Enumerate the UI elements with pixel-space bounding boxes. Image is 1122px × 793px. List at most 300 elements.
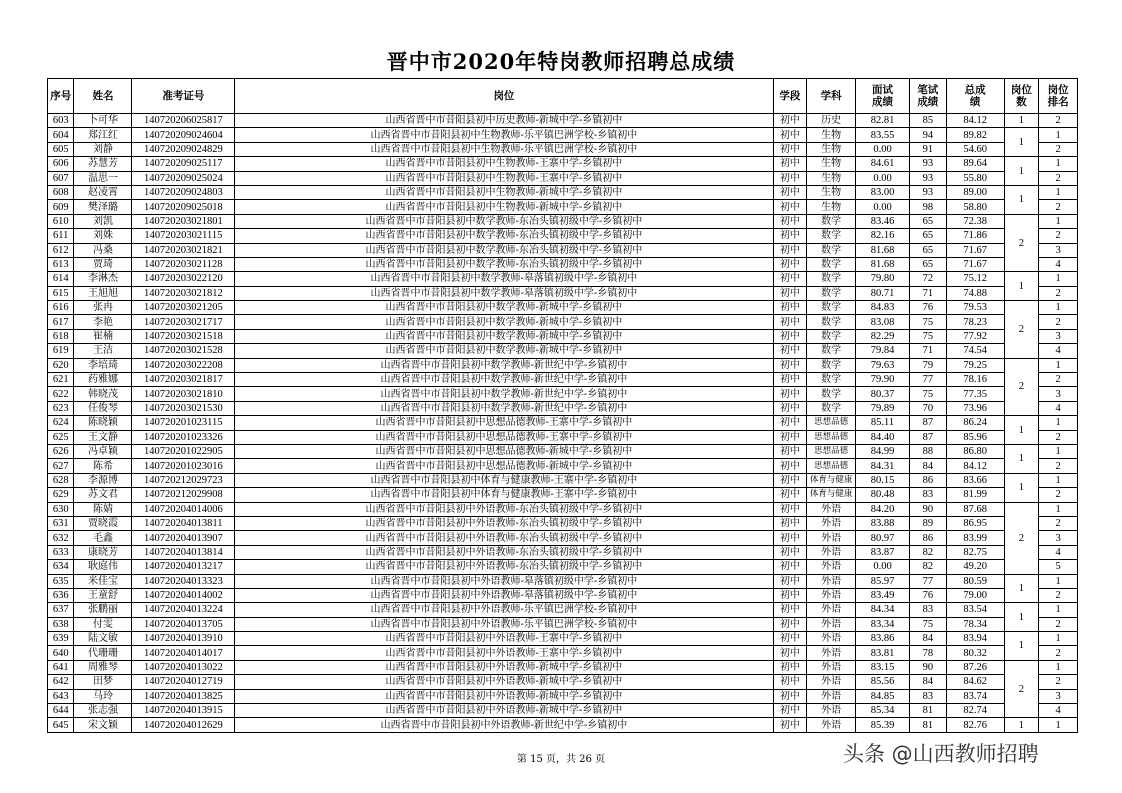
table-row [48,114,1078,128]
cell-interview: 0.00 [856,560,910,574]
cell-total: 84.12 [946,114,1004,128]
cell-rank: 2 [1039,373,1078,387]
cell-seq: 615 [48,286,74,300]
cell-subject: 外语 [807,560,856,574]
cell-interview: 83.46 [856,214,910,228]
cell-post-count: 1 [1004,157,1039,186]
cell-interview: 79.63 [856,358,910,372]
cell-rank: 1 [1039,444,1078,458]
cell-ticket: 140720204013910 [132,632,235,646]
cell-interview: 82.81 [856,114,910,128]
cell-position: 山西省晋中市昔阳县初中外语教师-东冶头镇初级中学-乡镇初中 [235,560,773,574]
cell-seq: 644 [48,704,74,718]
cell-subject: 外语 [807,718,856,732]
cell-written: 78 [910,646,947,660]
cell-interview: 82.16 [856,229,910,243]
cell-name: 贾琦 [74,257,132,271]
cell-seq: 620 [48,358,74,372]
cell-seq: 638 [48,617,74,631]
cell-position: 山西省晋中市昔阳县初中外语教师-王寨中学-乡镇初中 [235,646,773,660]
table-row [48,444,1078,458]
cell-subject: 数学 [807,401,856,415]
cell-total: 72.38 [946,214,1004,228]
table-row [48,560,1078,574]
cell-interview: 83.87 [856,545,910,559]
table-row [48,128,1078,142]
cell-name: 赵凌霄 [74,185,132,199]
cell-interview: 80.15 [856,473,910,487]
cell-subject: 外语 [807,704,856,718]
cell-written: 81 [910,718,947,732]
cell-written: 75 [910,329,947,343]
cell-name: 米佳宝 [74,574,132,588]
cell-ticket: 140720203022120 [132,272,235,286]
cell-subject: 生物 [807,157,856,171]
table-row [48,329,1078,343]
cell-written: 71 [910,286,947,300]
cell-name: 陈希 [74,459,132,473]
cell-name: 李源博 [74,473,132,487]
cell-position: 山西省晋中市昔阳县初中数学教师-东冶头镇初级中学-乡镇初中 [235,214,773,228]
cell-subject: 数学 [807,229,856,243]
cell-subject: 外语 [807,646,856,660]
table-row [48,675,1078,689]
cell-total: 79.53 [946,301,1004,315]
cell-post-count: 1 [1004,603,1039,632]
cell-subject: 外语 [807,502,856,516]
cell-post-count: 1 [1004,444,1039,473]
table-row [48,574,1078,588]
page-title: 晋中市2020年特岗教师招聘总成绩 [386,49,736,74]
cell-position: 山西省晋中市昔阳县初中外语教师-东冶头镇初级中学-乡镇初中 [235,502,773,516]
cell-interview: 83.49 [856,588,910,602]
cell-name: 宋文颖 [74,718,132,732]
cell-total: 82.74 [946,704,1004,718]
cell-rank: 4 [1039,257,1078,271]
cell-subject: 数学 [807,315,856,329]
table-row [48,243,1078,257]
cell-stage: 初中 [773,516,807,530]
cell-seq: 605 [48,142,74,156]
cell-position: 山西省晋中市昔阳县初中思想品德教师-新城中学-乡镇初中 [235,459,773,473]
cell-subject: 外语 [807,516,856,530]
cell-name: 郑江红 [74,128,132,142]
cell-name: 冯卓颖 [74,444,132,458]
cell-ticket: 140720204013811 [132,516,235,530]
table-header-row [48,79,1078,114]
cell-interview: 79.90 [856,373,910,387]
cell-subject: 思想品德 [807,416,856,430]
cell-rank: 5 [1039,560,1078,574]
cell-name: 崔楠 [74,329,132,343]
cell-name: 王文静 [74,430,132,444]
cell-name: 冯桑 [74,243,132,257]
cell-stage: 初中 [773,358,807,372]
cell-ticket: 140720203021528 [132,344,235,358]
cell-position: 山西省晋中市昔阳县初中数学教师-新世纪中学-乡镇初中 [235,373,773,387]
cell-seq: 632 [48,531,74,545]
cell-position: 山西省晋中市昔阳县初中思想品德教师-王寨中学-乡镇初中 [235,430,773,444]
cell-rank: 2 [1039,488,1078,502]
cell-ticket: 140720209024604 [132,128,235,142]
cell-post-count: 2 [1004,502,1039,574]
cell-name: 李淋杰 [74,272,132,286]
cell-post-count: 1 [1004,114,1039,128]
table-row [48,459,1078,473]
cell-post-count: 2 [1004,358,1039,416]
cell-stage: 初中 [773,603,807,617]
cell-rank: 1 [1039,574,1078,588]
table-row [48,689,1078,703]
cell-written: 87 [910,430,947,444]
table-row [48,401,1078,415]
cell-interview: 80.48 [856,488,910,502]
cell-post-count: 1 [1004,128,1039,157]
cell-position: 山西省晋中市昔阳县初中外语教师-皋落镇初级中学-乡镇初中 [235,574,773,588]
cell-stage: 初中 [773,301,807,315]
cell-ticket: 140720204013022 [132,660,235,674]
cell-ticket: 140720204014017 [132,646,235,660]
cell-position: 山西省晋中市昔阳县初中数学教师-新城中学-乡镇初中 [235,315,773,329]
cell-seq: 604 [48,128,74,142]
cell-name: 苏慧芳 [74,157,132,171]
cell-rank: 3 [1039,243,1078,257]
cell-position: 山西省晋中市昔阳县初中外语教师-乐平镇巴洲学校-乡镇初中 [235,603,773,617]
cell-post-count: 1 [1004,473,1039,502]
cell-ticket: 140720201023016 [132,459,235,473]
cell-total: 80.32 [946,646,1004,660]
cell-subject: 外语 [807,545,856,559]
cell-ticket: 140720206025817 [132,114,235,128]
table-row [48,315,1078,329]
cell-stage: 初中 [773,646,807,660]
cell-name: 马玲 [74,689,132,703]
cell-ticket: 140720201022905 [132,444,235,458]
cell-rank: 2 [1039,200,1078,214]
table-row [48,142,1078,156]
cell-written: 84 [910,632,947,646]
cell-ticket: 140720204013825 [132,689,235,703]
cell-post-count: 2 [1004,301,1039,359]
cell-interview: 81.68 [856,257,910,271]
cell-seq: 616 [48,301,74,315]
table-row [48,272,1078,286]
cell-seq: 629 [48,488,74,502]
cell-subject: 生物 [807,185,856,199]
cell-name: 付雯 [74,617,132,631]
cell-total: 86.24 [946,416,1004,430]
cell-ticket: 140720209025018 [132,200,235,214]
cell-position: 山西省晋中市昔阳县初中生物教师-乐平镇巴洲学校-乡镇初中 [235,142,773,156]
table-row [48,200,1078,214]
cell-position: 山西省晋中市昔阳县初中数学教师-东冶头镇初级中学-乡镇初中 [235,229,773,243]
cell-subject: 数学 [807,358,856,372]
table-row [48,416,1078,430]
col-header-written: 笔试 成绩 [910,79,947,114]
cell-stage: 初中 [773,416,807,430]
cell-name: 李培琦 [74,358,132,372]
cell-written: 77 [910,373,947,387]
cell-stage: 初中 [773,171,807,185]
cell-rank: 1 [1039,603,1078,617]
cell-position: 山西省晋中市昔阳县初中生物教师-乐平镇巴洲学校-乡镇初中 [235,128,773,142]
cell-seq: 619 [48,344,74,358]
cell-ticket: 140720203021205 [132,301,235,315]
cell-interview: 83.15 [856,660,910,674]
cell-interview: 85.56 [856,675,910,689]
cell-subject: 体育与健康 [807,473,856,487]
cell-written: 75 [910,315,947,329]
cell-seq: 627 [48,459,74,473]
cell-written: 93 [910,171,947,185]
cell-position: 山西省晋中市昔阳县初中思想品德教师-新城中学-乡镇初中 [235,444,773,458]
cell-position: 山西省晋中市昔阳县初中外语教师-东冶头镇初级中学-乡镇初中 [235,545,773,559]
table-row [48,531,1078,545]
cell-total: 85.96 [946,430,1004,444]
cell-name: 任俊琴 [74,401,132,415]
cell-position: 山西省晋中市昔阳县初中外语教师-新城中学-乡镇初中 [235,689,773,703]
cell-total: 89.82 [946,128,1004,142]
cell-total: 83.99 [946,531,1004,545]
cell-position: 山西省晋中市昔阳县初中外语教师-新城中学-乡镇初中 [235,675,773,689]
cell-written: 65 [910,214,947,228]
cell-interview: 85.97 [856,574,910,588]
cell-ticket: 140720209025024 [132,171,235,185]
cell-stage: 初中 [773,272,807,286]
cell-rank: 1 [1039,185,1078,199]
table-row [48,632,1078,646]
table-row [48,488,1078,502]
cell-interview: 83.34 [856,617,910,631]
cell-name: 张志强 [74,704,132,718]
cell-stage: 初中 [773,574,807,588]
cell-ticket: 140720203021518 [132,329,235,343]
cell-written: 83 [910,603,947,617]
cell-total: 83.94 [946,632,1004,646]
cell-subject: 体育与健康 [807,488,856,502]
cell-interview: 84.85 [856,689,910,703]
cell-seq: 631 [48,516,74,530]
cell-rank: 2 [1039,114,1078,128]
cell-written: 88 [910,444,947,458]
cell-stage: 初中 [773,588,807,602]
col-header-total: 总成 绩 [946,79,1004,114]
table-row [48,286,1078,300]
cell-stage: 初中 [773,459,807,473]
cell-interview: 85.34 [856,704,910,718]
cell-subject: 数学 [807,272,856,286]
cell-name: 陈婧 [74,502,132,516]
cell-seq: 626 [48,444,74,458]
cell-ticket: 140720212029723 [132,473,235,487]
cell-interview: 0.00 [856,142,910,156]
cell-interview: 83.86 [856,632,910,646]
cell-name: 卜可华 [74,114,132,128]
cell-interview: 79.80 [856,272,910,286]
cell-position: 山西省晋中市昔阳县初中数学教师-新世纪中学-乡镇初中 [235,387,773,401]
cell-interview: 80.97 [856,531,910,545]
cell-stage: 初中 [773,632,807,646]
cell-total: 54.60 [946,142,1004,156]
cell-name: 李艳 [74,315,132,329]
cell-name: 刘姝 [74,229,132,243]
cell-seq: 639 [48,632,74,646]
cell-subject: 数学 [807,257,856,271]
cell-position: 山西省晋中市昔阳县初中外语教师-新城中学-乡镇初中 [235,660,773,674]
cell-subject: 外语 [807,689,856,703]
cell-interview: 80.37 [856,387,910,401]
cell-total: 86.80 [946,444,1004,458]
cell-total: 84.12 [946,459,1004,473]
cell-subject: 生物 [807,171,856,185]
cell-name: 王童舒 [74,588,132,602]
cell-total: 79.00 [946,588,1004,602]
cell-stage: 初中 [773,660,807,674]
cell-written: 76 [910,301,947,315]
cell-written: 86 [910,531,947,545]
cell-subject: 外语 [807,531,856,545]
cell-stage: 初中 [773,718,807,732]
cell-written: 93 [910,185,947,199]
cell-total: 84.62 [946,675,1004,689]
cell-total: 74.88 [946,286,1004,300]
cell-post-count: 1 [1004,574,1039,603]
cell-written: 94 [910,128,947,142]
cell-written: 65 [910,257,947,271]
cell-position: 山西省晋中市昔阳县初中数学教师-新城中学-乡镇初中 [235,329,773,343]
col-header-subject: 学科 [807,79,856,114]
cell-subject: 数学 [807,329,856,343]
cell-interview: 83.88 [856,516,910,530]
cell-subject: 数学 [807,387,856,401]
cell-rank: 3 [1039,329,1078,343]
cell-written: 84 [910,675,947,689]
cell-rank: 2 [1039,675,1078,689]
cell-total: 89.64 [946,157,1004,171]
cell-rank: 1 [1039,272,1078,286]
cell-written: 93 [910,157,947,171]
cell-subject: 生物 [807,142,856,156]
cell-subject: 历史 [807,114,856,128]
cell-position: 山西省晋中市昔阳县初中生物教师-王寨中学-乡镇初中 [235,171,773,185]
cell-seq: 628 [48,473,74,487]
cell-written: 90 [910,502,947,516]
cell-name: 耿庭伟 [74,560,132,574]
cell-rank: 1 [1039,128,1078,142]
cell-total: 82.75 [946,545,1004,559]
table-row [48,214,1078,228]
cell-rank: 1 [1039,473,1078,487]
cell-rank: 1 [1039,214,1078,228]
cell-name: 周雅琴 [74,660,132,674]
cell-stage: 初中 [773,387,807,401]
cell-rank: 2 [1039,646,1078,660]
cell-subject: 数学 [807,373,856,387]
cell-rank: 3 [1039,531,1078,545]
cell-ticket: 140720212029908 [132,488,235,502]
cell-stage: 初中 [773,488,807,502]
cell-position: 山西省晋中市昔阳县初中外语教师-东冶头镇初级中学-乡镇初中 [235,531,773,545]
cell-rank: 1 [1039,416,1078,430]
cell-position: 山西省晋中市昔阳县初中外语教师-新城中学-乡镇初中 [235,704,773,718]
cell-rank: 2 [1039,142,1078,156]
table-row [48,430,1078,444]
cell-seq: 609 [48,200,74,214]
cell-written: 91 [910,142,947,156]
cell-subject: 外语 [807,603,856,617]
cell-interview: 81.68 [856,243,910,257]
cell-interview: 83.55 [856,128,910,142]
cell-seq: 617 [48,315,74,329]
cell-name: 田梦 [74,675,132,689]
cell-stage: 初中 [773,531,807,545]
cell-interview: 83.08 [856,315,910,329]
cell-interview: 84.31 [856,459,910,473]
cell-stage: 初中 [773,329,807,343]
cell-rank: 1 [1039,157,1078,171]
cell-rank: 4 [1039,401,1078,415]
cell-total: 79.25 [946,358,1004,372]
cell-written: 85 [910,114,947,128]
cell-ticket: 140720203021801 [132,214,235,228]
cell-subject: 数学 [807,214,856,228]
cell-ticket: 140720201023115 [132,416,235,430]
cell-ticket: 140720203021817 [132,373,235,387]
cell-rank: 3 [1039,689,1078,703]
cell-total: 83.66 [946,473,1004,487]
cell-written: 83 [910,488,947,502]
cell-interview: 84.20 [856,502,910,516]
cell-name: 康晓芳 [74,545,132,559]
cell-interview: 79.89 [856,401,910,415]
table-row [48,502,1078,516]
cell-subject: 生物 [807,200,856,214]
cell-subject: 思想品德 [807,444,856,458]
cell-ticket: 140720204013915 [132,704,235,718]
cell-position: 山西省晋中市昔阳县初中数学教师-皋落镇初级中学-乡镇初中 [235,286,773,300]
cell-interview: 79.84 [856,344,910,358]
cell-subject: 数学 [807,301,856,315]
cell-name: 陆文敏 [74,632,132,646]
table-row [48,257,1078,271]
cell-total: 89.00 [946,185,1004,199]
cell-position: 山西省晋中市昔阳县初中外语教师-皋落镇初级中学-乡镇初中 [235,588,773,602]
cell-seq: 633 [48,545,74,559]
cell-total: 71.67 [946,243,1004,257]
cell-subject: 思想品德 [807,430,856,444]
cell-name: 代珊珊 [74,646,132,660]
cell-name: 张冉 [74,301,132,315]
cell-position: 山西省晋中市昔阳县初中外语教师-王寨中学-乡镇初中 [235,632,773,646]
cell-position: 山西省晋中市昔阳县初中数学教师-皋落镇初级中学-乡镇初中 [235,272,773,286]
cell-written: 83 [910,689,947,703]
cell-total: 83.54 [946,603,1004,617]
cell-interview: 84.99 [856,444,910,458]
cell-ticket: 140720203021821 [132,243,235,257]
cell-total: 74.54 [946,344,1004,358]
cell-stage: 初中 [773,502,807,516]
table-row [48,473,1078,487]
cell-stage: 初中 [773,257,807,271]
cell-total: 58.80 [946,200,1004,214]
cell-ticket: 140720204013814 [132,545,235,559]
cell-position: 山西省晋中市昔阳县初中数学教师-东冶头镇初级中学-乡镇初中 [235,257,773,271]
cell-name: 刘静 [74,142,132,156]
cell-ticket: 140720203021812 [132,286,235,300]
cell-seq: 613 [48,257,74,271]
cell-written: 76 [910,588,947,602]
cell-ticket: 140720204013907 [132,531,235,545]
